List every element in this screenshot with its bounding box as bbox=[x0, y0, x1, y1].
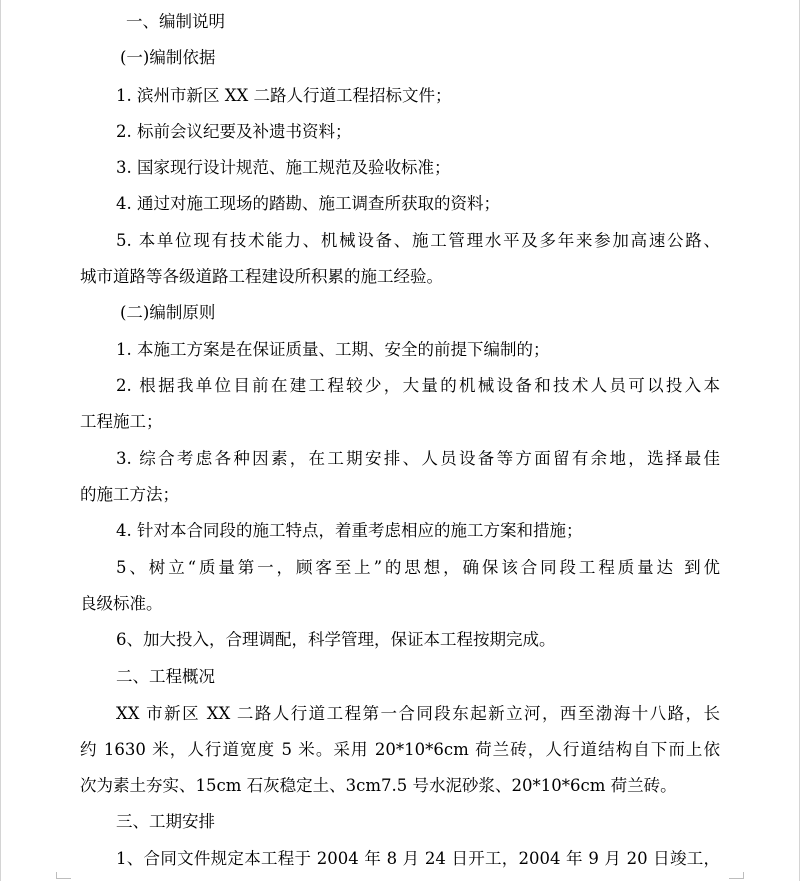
page-left-edge bbox=[0, 0, 1, 881]
paragraph-line: 的施工方法； bbox=[80, 485, 179, 504]
heading-project-overview: 二、工程概况 bbox=[116, 667, 215, 686]
paragraph-line: 6、加大投入，合理调配，科学管理，保证本工程按期完成。 bbox=[116, 630, 556, 649]
heading-compilation-notes: 一、编制说明 bbox=[126, 12, 225, 31]
subheading-compilation-principles: (二)编制原则 bbox=[120, 303, 216, 322]
paragraph-line: 2. 标前会议纪要及补遗书资料； bbox=[116, 122, 352, 141]
paragraph-line: 良级标准。 bbox=[80, 594, 163, 613]
paragraph-line: 3. 国家现行设计规范、施工规范及验收标准； bbox=[116, 158, 451, 177]
page-corner-mark-left bbox=[56, 872, 71, 879]
paragraph-line: 1. 滨州市新区 XX 二路人行道工程招标文件； bbox=[116, 86, 452, 105]
paragraph-line: 工程施工； bbox=[80, 412, 163, 431]
page-corner-mark-right bbox=[729, 872, 744, 879]
paragraph-line: 城市道路等各级道路工程建设所积累的施工经验。 bbox=[80, 267, 443, 286]
paragraph-line: 次为素土夯实、15cm 石灰稳定土、3cm7.5 号水泥砂浆、20*10*6cm 荷兰砖。 bbox=[80, 776, 677, 795]
paragraph-line: 1. 本施工方案是在保证质量、工期、安全的前提下编制的； bbox=[116, 340, 550, 359]
paragraph-line: 1、合同文件规定本工程于 2004 年 8 月 24 日开工，2004 年 9 月 20 日竣工， bbox=[116, 849, 720, 868]
paragraph-line: 4. 通过对施工现场的踏勘、施工调查所获取的资料； bbox=[116, 194, 500, 213]
subheading-compilation-basis: (一)编制依据 bbox=[120, 48, 216, 67]
heading-schedule: 三、工期安排 bbox=[116, 812, 215, 831]
paragraph-line: 2. 根据我单位目前在建工程较少，大量的机械设备和技术人员可以投入本 bbox=[116, 376, 720, 395]
paragraph-line: 4. 针对本合同段的施工特点，着重考虑相应的施工方案和措施； bbox=[116, 521, 583, 540]
paragraph-line: 约 1630 米，人行道宽度 5 米。采用 20*10*6cm 荷兰砖，人行道结构自下而上依 bbox=[80, 740, 720, 759]
paragraph-line: 5. 本单位现有技术能力、机械设备、施工管理水平及多年来参加高速公路、 bbox=[116, 231, 720, 250]
paragraph-line: 3. 综合考虑各种因素，在工期安排、人员设备等方面留有余地，选择最佳 bbox=[116, 449, 720, 468]
paragraph-line: XX 市新区 XX 二路人行道工程第一合同段东起新立河，西至渤海十八路，长 bbox=[116, 704, 720, 723]
paragraph-line: 5、树立“质量第一，顾客至上”的思想，确保该合同段工程质量达 到优 bbox=[116, 558, 720, 577]
